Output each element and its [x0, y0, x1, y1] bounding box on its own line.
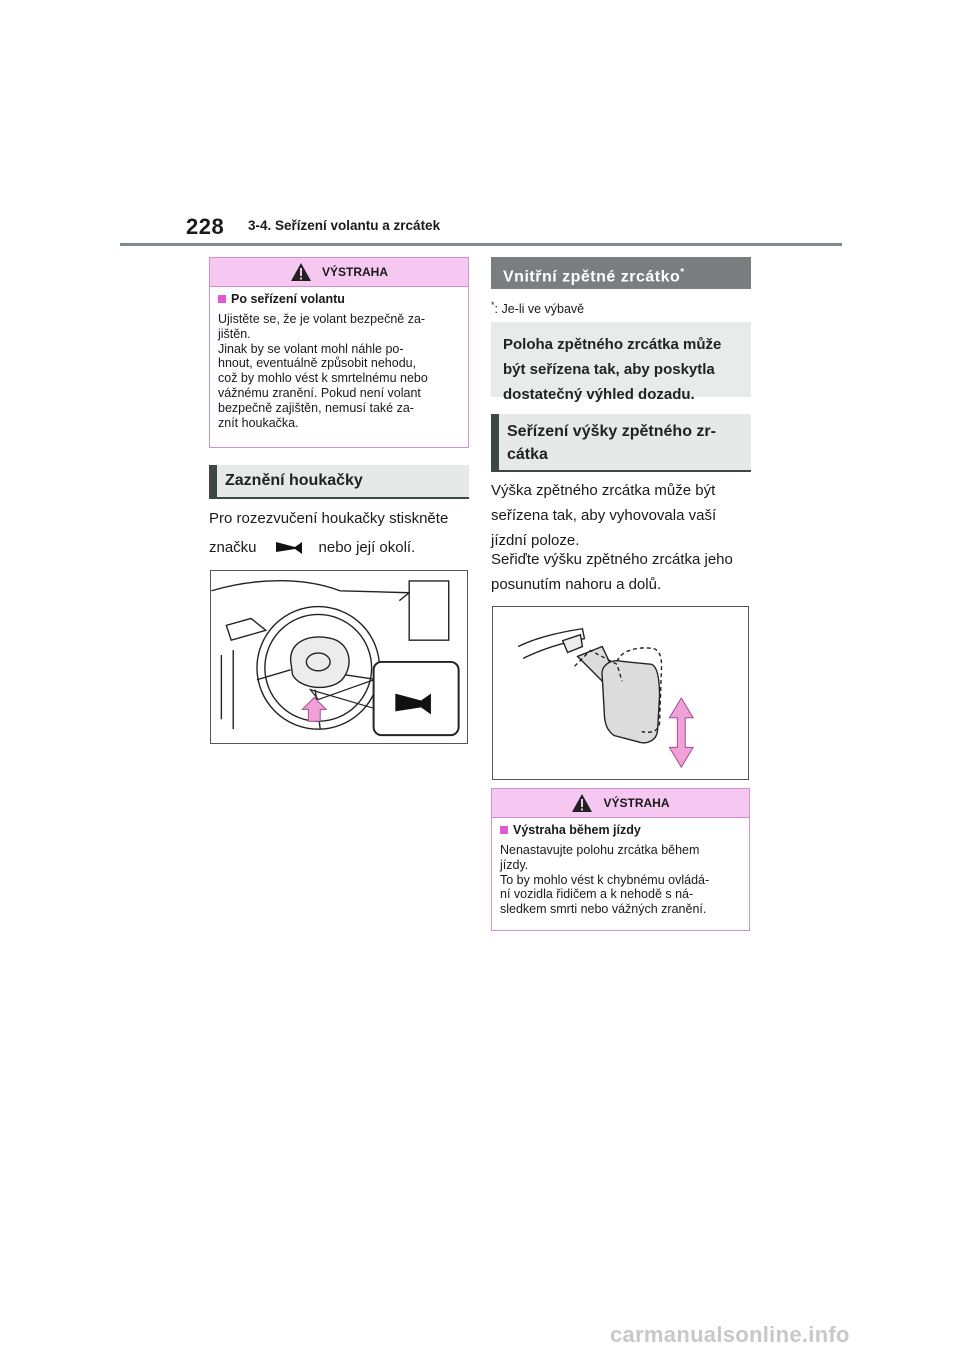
horn-paragraph-line2: značku nebo její okolí.: [209, 534, 474, 560]
mirror-paragraph-2: Seřiďte výšku zpětného zrcátka jeho posunutím nahoru a dolů.: [491, 551, 733, 593]
horn-icon: [259, 534, 319, 560]
bullet-square-icon: [218, 295, 226, 303]
steering-wheel-horn-illustration: [210, 570, 468, 744]
watermark: carmanualsonline.info: [610, 1322, 850, 1347]
warning-item-title: Výstraha během jízdy: [500, 823, 741, 837]
bullet-square-icon: [500, 826, 508, 834]
heading-mirror-height: Seřízení výšky zpětného zr-cátka: [491, 414, 751, 472]
mirror-paragraph-1: Výška zpětného zrcátka může být seřízena tak, aby vyhovovala vaší jízdní poloze.: [491, 482, 717, 549]
warning-box-steering: [209, 257, 469, 448]
footnote: *: Je-li ve výbavě: [491, 300, 585, 317]
warning-triangle-icon: [571, 793, 593, 813]
heading-horn: Zaznění houkačky: [209, 465, 469, 499]
warning-label: VÝSTRAHA: [321, 265, 388, 279]
warning-box-mirror: [491, 788, 750, 931]
warning-text: Nenastavujte polohu zrcátka během jízdy. To by mohlo vést k chybnému ovládá- ní vozidla řidičem a k nehodě s ná- sledkem smrti nebo vážných zranění.: [500, 843, 710, 917]
mirror-intro-box: Poloha zpětného zrcátka může být seřízena tak, aby poskytla dostatečný výhled dozadu.: [491, 322, 751, 397]
section-title: 3-4. Seřízení volantu a zrcátek: [248, 218, 441, 233]
mirror-adjust-illustration: [492, 606, 749, 780]
warning-header: [210, 258, 468, 287]
warning-text: Ujistěte se, že je volant bezpečně za- jištěn. Jinak by se volant mohl náhle po- hnout, eventuálně způsobit nehodu, což by mohlo vést k smrtelnému nebo vážnému zranění. Pokud není volant bezpečně zajištěn, nemusí také za- znít houkačka.: [218, 312, 428, 430]
horn-paragraph-line1: Pro rozezvučení houkačky stiskněte: [209, 510, 449, 527]
warning-label: VÝSTRAHA: [603, 796, 670, 810]
warning-item-title: Po seřízení volantu: [218, 292, 460, 306]
warning-header: [492, 789, 749, 818]
heading-rearview-mirror: Vnitřní zpětné zrcátko*: [491, 257, 751, 289]
warning-triangle-icon: [290, 262, 312, 282]
page-number: 228: [186, 214, 225, 239]
header-divider: [120, 243, 842, 246]
